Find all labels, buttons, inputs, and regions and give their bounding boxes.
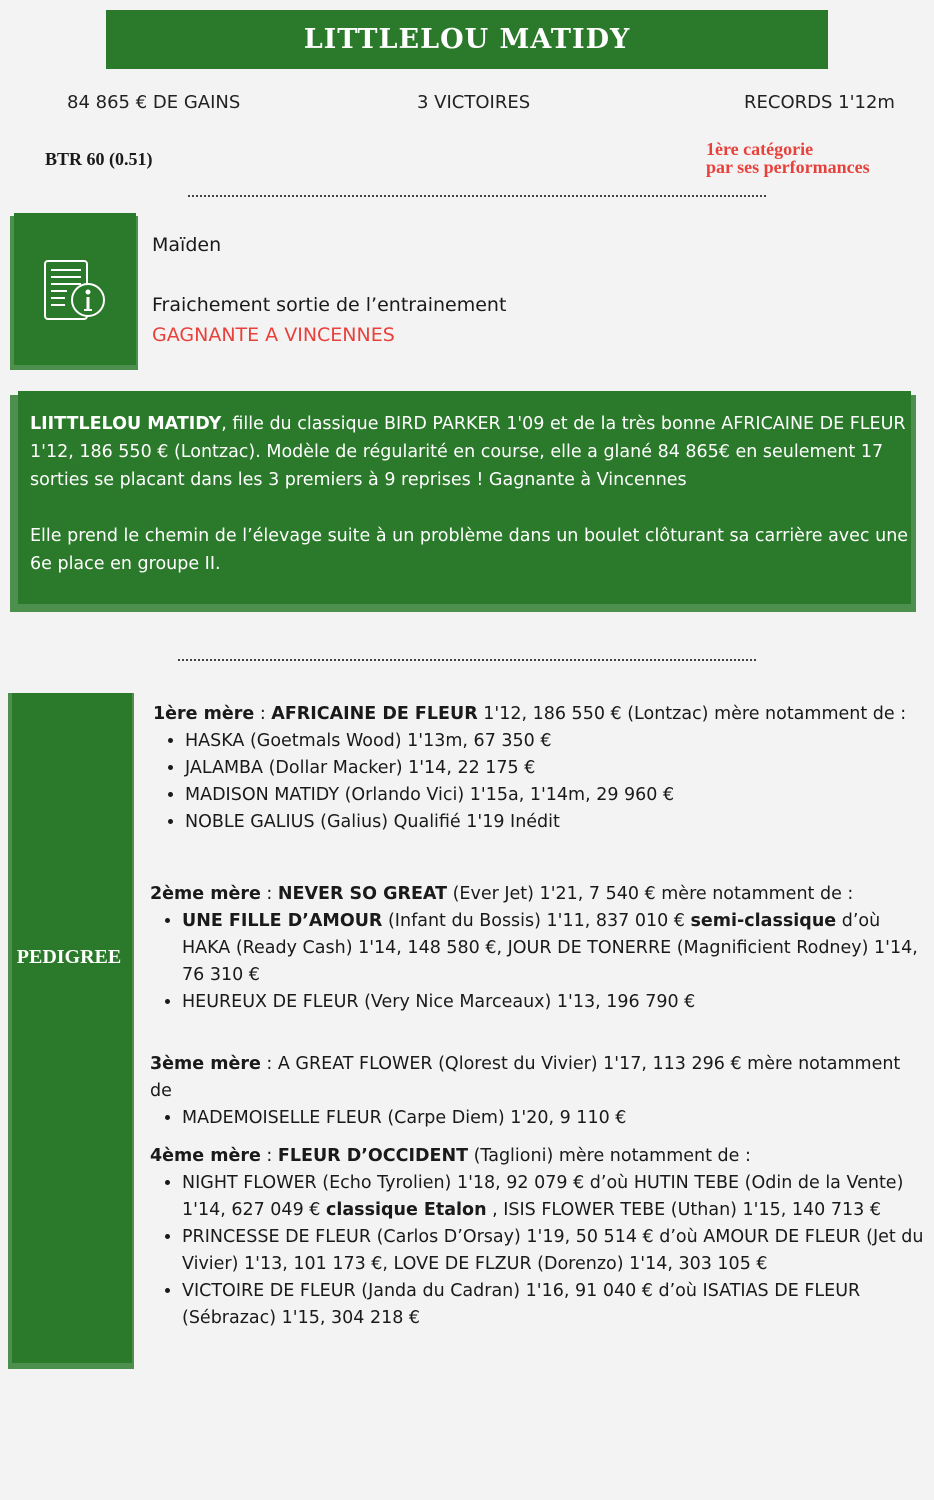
- document-info-icon: [43, 257, 109, 327]
- second-dam-line: 2ème mère : NEVER SO GREAT (Ever Jet) 1'21, 7 540 € mère notamment de :: [150, 884, 854, 904]
- third-dam-section: [150, 1051, 925, 1132]
- list-item: • NIGHT FLOWER (Echo Tyrolien) 1'18, 92 079 € d’où HUTIN TEBE (Odin de la Vente) 1'14, 627 049 € classique Etalon , ISIS FLOWER TEBE (Uthan) 1'15, 140 713 €: [182, 1170, 925, 1224]
- maiden-status: Maïden: [152, 234, 222, 256]
- fourth-dam-line: 4ème mère : FLEUR D’OCCIDENT (Taglioni) mère notamment de :: [150, 1146, 751, 1166]
- horse-name: LITTLELOU MATIDY: [303, 24, 631, 55]
- third-dam-line: 3ème mère : A GREAT FLOWER (Qlorest du Vivier) 1'17, 113 296 € mère notamment de: [150, 1054, 901, 1101]
- list-item: • MADISON MATIDY (Orlando Vici) 1'15a, 1'14m, 29 960 €: [185, 782, 923, 809]
- pedigree-box: [12, 693, 132, 1363]
- records-stat: RECORDS 1'12m: [744, 92, 895, 113]
- description-paragraph-1: LIITTLELOU MATIDY, fille du classique BIRD PARKER 1'09 et de la très bonne AFRICAINE DE FLEUR 1'12, 186 550 € (Lontzac). Modèle de régularité en course, elle a glané 84 865€ en seulement 17 sorties se placant dans les 3 premiers à 9 reprises ! Gagnante à Vincennes: [30, 414, 906, 490]
- victories-stat: 3 VICTOIRES: [417, 92, 531, 113]
- divider: [188, 195, 766, 197]
- first-dam-line: 1ère mère : AFRICAINE DE FLEUR 1'12, 186 550 € (Lontzac) mère notamment de :: [153, 704, 907, 724]
- list-item: • UNE FILLE D’AMOUR (Infant du Bossis) 1'11, 837 010 € semi-classique d’où HAKA (Ready Cash) 1'14, 148 580 €, JOUR DE TONERRE (Magnificient Rodney) 1'14, 76 310 €: [182, 908, 920, 989]
- divider: [178, 659, 756, 661]
- list-item: • MADEMOISELLE FLEUR (Carpe Diem) 1'20, 9 110 €: [182, 1105, 925, 1132]
- list-item: • PRINCESSE DE FLEUR (Carlos D’Orsay) 1'19, 50 514 € d’où AMOUR DE FLEUR (Jet du Vivier) 1'13, 101 173 €, LOVE DE FLZUR (Dorenzo) 1'14, 303 105 €: [182, 1224, 925, 1278]
- training-note: Fraichement sortie de l’entrainement: [152, 294, 507, 316]
- description-horse-name: LIITTLELOU MATIDY: [30, 414, 222, 434]
- list-item: • NOBLE GALIUS (Galius) Qualifié 1'19 Inédit: [185, 809, 923, 836]
- page-title: [106, 10, 828, 69]
- fourth-dam-section: [150, 1143, 925, 1332]
- second-dam-section: [150, 881, 920, 1016]
- list-item: • HASKA (Goetmals Wood) 1'13m, 67 350 €: [185, 728, 923, 755]
- info-box: [14, 213, 136, 365]
- description-text: [30, 410, 910, 606]
- info-lines: [152, 230, 506, 350]
- list-item: • JALAMBA (Dollar Macker) 1'14, 22 175 €: [185, 755, 923, 782]
- list-item: • HEUREUX DE FLEUR (Very Nice Marceaux) 1'13, 196 790 €: [182, 989, 920, 1016]
- btr-index: BTR 60 (0.51): [45, 149, 153, 169]
- winner-highlight: GAGNANTE A VINCENNES: [152, 324, 395, 346]
- description-paragraph-2: Elle prend le chemin de l’élevage suite à un problème dans un boulet clôturant sa carrière avec une 6e place en groupe II.: [30, 526, 909, 574]
- category-line-2: par ses performances: [706, 157, 870, 177]
- category-note: [706, 140, 870, 176]
- category-line-1: 1ère catégorie: [706, 139, 814, 159]
- first-dam-section: [153, 701, 923, 836]
- pedigree-label: PEDIGREE: [16, 946, 122, 968]
- gains-stat: 84 865 € DE GAINS: [67, 92, 241, 113]
- list-item: • VICTOIRE DE FLEUR (Janda du Cadran) 1'16, 91 040 € d’où ISATIAS DE FLEUR (Sébrazac) 1'15, 304 218 €: [182, 1278, 925, 1332]
